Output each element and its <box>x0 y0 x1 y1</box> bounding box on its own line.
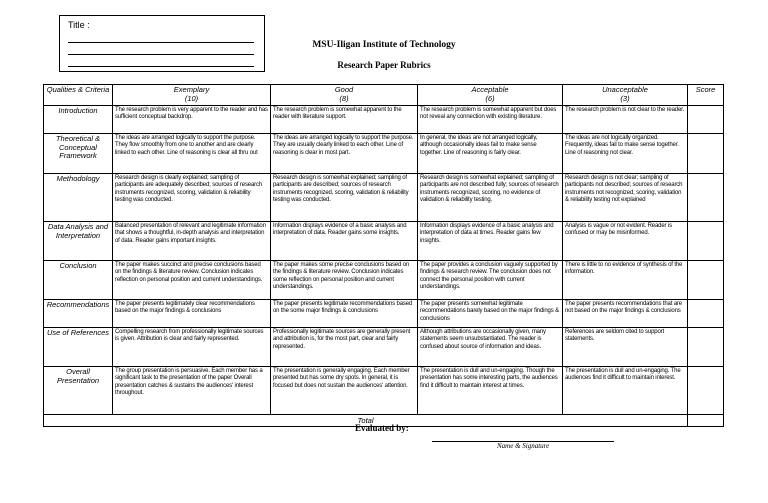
document-title: Research Paper Rubrics <box>337 60 431 70</box>
unacceptable-cell: There is little to no evidence of synthesis of the information. <box>563 261 688 300</box>
acceptable-cell: Information displays evidence of a basic analysis and interpretation of data at times. Reader gains few insights. <box>418 222 563 261</box>
exemplary-cell: The ideas are arranged logically to support the purpose. They flow smoothly from one to another and are clearly linked to each other. Line of reasoning is clear all thru out <box>113 134 271 174</box>
exemplary-cell: Research design is clearly explained; sampling of participants are adequately described; sources of research instruments recognized, scoring, validation & reliability testing was conducted. <box>113 174 271 222</box>
signature-label: Name & Signature <box>497 442 550 450</box>
header-criteria: Qualities & Criteria <box>44 85 113 106</box>
good-cell: The paper makes some precise conclusions based on the findings & literature review. Conclusion indicates some reflection on personal position and current understandings. <box>271 261 418 300</box>
title-box <box>59 15 265 72</box>
rubric-table <box>43 84 724 427</box>
total-label: Total <box>44 415 688 427</box>
total-score-cell <box>688 415 724 427</box>
good-cell: Professionally legitimate sources are generally present and attribution is, for the most part, clear and fairly represented. <box>271 328 418 367</box>
table-row <box>44 328 724 367</box>
criterion-cell: Overall Presentation <box>44 367 113 415</box>
level-points: (3) <box>620 93 630 103</box>
criterion-cell: Introduction <box>44 106 113 134</box>
table-row <box>44 106 724 134</box>
level-name: Acceptable <box>471 85 509 94</box>
table-row <box>44 174 724 222</box>
unacceptable-cell: Analysis is vague or not evident. Reader is confused or may be misinformed. <box>563 222 688 261</box>
exemplary-cell: The paper presents legitimately clear recommendations based on the major findings & conclusions <box>113 300 271 328</box>
table-row <box>44 261 724 300</box>
exemplary-cell: The group presentation is persuasive. Each member has a significant task to the presentation of the paper Overall presentation catches & sustains the audiences' interest throughout. <box>113 367 271 415</box>
score-cell <box>688 328 724 367</box>
header-exemplary <box>113 85 271 106</box>
header-acceptable <box>418 85 563 106</box>
score-cell <box>688 261 724 300</box>
unacceptable-cell: The research problem is not clear to the reader. <box>563 106 688 134</box>
score-cell <box>688 174 724 222</box>
criterion-cell: Recommendations <box>44 300 113 328</box>
criterion-cell: Methodology <box>44 174 113 222</box>
acceptable-cell: The paper provides a conclusion vaguely supported by findings & research review. The conclusion does not connect the personal position with current understandings. <box>418 261 563 300</box>
header-good <box>271 85 418 106</box>
title-line-1 <box>68 42 254 43</box>
acceptable-cell: Although attributions are occasionally given, many statements seem unsubstantiated. The reader is confused about source of information and ideas. <box>418 328 563 367</box>
unacceptable-cell: References are seldom cited to support statements. <box>563 328 688 367</box>
level-name: Exemplary <box>173 85 210 94</box>
score-cell <box>688 134 724 174</box>
unacceptable-cell: Research design is not clear; sampling of participants not described; sources of research instruments not recognized, scoring, validation & reliability testing not explained <box>563 174 688 222</box>
acceptable-cell: Research design is somewhat explained; sampling of participants are not described fully; sources of research instruments recognized, scoring, no evidence of validation & reliability testing. <box>418 174 563 222</box>
unacceptable-cell: The ideas are not logically organized. Frequently, ideas fail to make sense together. Line of reasoning not clear. <box>563 134 688 174</box>
exemplary-cell: The research problem is very apparent to the reader and has sufficient conceptual backdrop. <box>113 106 271 134</box>
good-cell: The ideas are arranged logically to support the purpose. They are usually clearly linked to each other. Line of reasoning is clear in most part. <box>271 134 418 174</box>
score-cell <box>688 222 724 261</box>
unacceptable-cell: The presentation is dull and un-engaging. The audiences find it difficult to maintain interest. <box>563 367 688 415</box>
criterion-cell: Theoretical & Conceptual Framework <box>44 134 113 174</box>
unacceptable-cell: The paper presents recommendations that are not based on the major findings & conclusions <box>563 300 688 328</box>
acceptable-cell: In general, the ideas are not arranged logically, although occasionally ideas fail to make sense together. Line of reasoning is fairly clear. <box>418 134 563 174</box>
score-cell <box>688 300 724 328</box>
criterion-cell: Conclusion <box>44 261 113 300</box>
criterion-cell: Data Analysis and Interpretation <box>44 222 113 261</box>
good-cell: The research problem is somewhat apparent to the reader with literature support. <box>271 106 418 134</box>
acceptable-cell: The presentation is dull and un-engaging. Though the presentation has some interesting parts, the audiences find it difficult to maintain interest at times. <box>418 367 563 415</box>
table-row <box>44 134 724 174</box>
acceptable-cell: The research problem is somewhat apparent but does not reveal any connection with existing literature. <box>418 106 563 134</box>
exemplary-cell: The paper makes succinct and precise conclusions based on the findings & literature review. Conclusion indicates reflection on personal position and current understandings. <box>113 261 271 300</box>
level-name: Good <box>334 85 354 94</box>
good-cell: The presentation is generally engaging. Each member presented but has some dry spots. In general, it is focused but does not sustain the audiences' attention. <box>271 367 418 415</box>
criterion-cell: Use of References <box>44 328 113 367</box>
level-name: Unacceptable <box>602 85 648 94</box>
table-row <box>44 367 724 415</box>
table-row <box>44 300 724 328</box>
score-cell <box>688 106 724 134</box>
header-score: Score <box>688 85 724 106</box>
good-cell: The paper presents legitimate recommendations based on the some major findings & conclusions <box>271 300 418 328</box>
level-points: (6) <box>485 93 495 103</box>
evaluated-by-label: Evaluated by: <box>355 423 409 433</box>
level-points: (10) <box>184 93 199 103</box>
score-cell <box>688 367 724 415</box>
institution-name: MSU-Iligan Institute of Technology <box>312 40 456 50</box>
header-row <box>44 85 724 106</box>
table-row <box>44 222 724 261</box>
good-cell: Information displays evidence of a basic analysis and interpretation of data. Reader gains some insights. <box>271 222 418 261</box>
exemplary-cell: Compelling research from professionally legitimate sources is given. Attribution is clear and fairly represented. <box>113 328 271 367</box>
exemplary-cell: Balanced presentation of relevant and legitimate information that shows a thoughtful, in-depth analysis and interpretation of data. Reader gains important insights. <box>113 222 271 261</box>
title-line-2 <box>68 54 254 55</box>
title-label: Title : <box>68 20 90 30</box>
good-cell: Research design is somewhat explained; sampling of participants are described; sources of research instruments recognized, scoring, validation & reliability testing was conducted. <box>271 174 418 222</box>
header-unacceptable <box>563 85 688 106</box>
acceptable-cell: The paper presents somewhat legitimate recommendations barely based on the major findings & conclusions <box>418 300 563 328</box>
level-points: (8) <box>339 93 349 103</box>
title-line-3 <box>68 66 254 67</box>
